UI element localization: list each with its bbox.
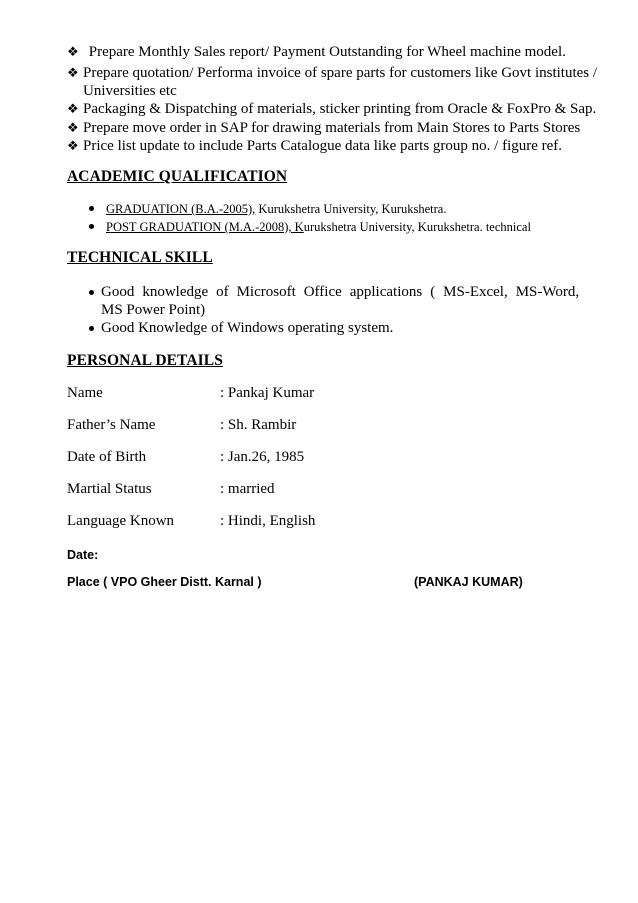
detail-label: Language Known (67, 513, 175, 529)
degree-detail-first: K (291, 220, 304, 234)
academic-item (106, 219, 531, 235)
bullet-dot-icon (89, 206, 94, 211)
duty-item (67, 119, 580, 137)
detail-label: Father’s Name (67, 417, 156, 433)
diamond-bullet-icon: ❖ (67, 44, 79, 59)
duty-text: Prepare quotation/ Performa invoice of spare parts for customers like Govt institutes / (83, 65, 598, 81)
duty-text: Prepare move order in SAP for drawing materials from Main Stores to Parts Stores (83, 120, 581, 136)
diamond-bullet-icon: ❖ (67, 65, 79, 80)
diamond-bullet-icon: ❖ (67, 101, 79, 116)
detail-label: Date of Birth (67, 449, 147, 465)
personal-heading: PERSONAL DETAILS (67, 352, 223, 369)
detail-value: : Hindi, English (220, 513, 316, 529)
detail-value: : Pankaj Kumar (220, 385, 315, 401)
detail-label: Name (67, 385, 103, 401)
date-label: Date: (67, 548, 99, 562)
diamond-bullet-icon: ❖ (67, 138, 79, 153)
duty-text-continued: Universities etc (83, 83, 177, 99)
detail-label: Martial Status (67, 481, 152, 497)
signature-name: (PANKAJ KUMAR) (414, 575, 523, 589)
duty-item (67, 137, 562, 155)
bullet-dot-icon (89, 326, 94, 331)
detail-value: : Sh. Rambir (220, 417, 297, 433)
academic-item (106, 201, 446, 217)
skill-item: Good Knowledge of Windows operating system. (101, 320, 394, 336)
detail-value: : Jan.26, 1985 (220, 449, 305, 465)
diamond-bullet-icon: ❖ (67, 120, 79, 135)
duty-text: Packaging & Dispatching of materials, sticker printing from Oracle & FoxPro & Sap. (83, 101, 597, 117)
duty-item (67, 100, 596, 118)
place-label: Place ( VPO Gheer Distt. Karnal ) (67, 575, 262, 589)
duty-text: Prepare Monthly Sales report/ Payment Outstanding for Wheel machine model. (88, 44, 566, 60)
detail-value: : married (220, 481, 275, 497)
degree-label: POST GRADUATION (M.A.-2008), (106, 220, 292, 234)
degree-detail: urukshetra University, Kurukshetra. technical (303, 220, 531, 234)
skill-item-line: Good knowledge of Microsoft Office applications ( MS-Excel, MS-Word, (101, 284, 580, 300)
degree-label: GRADUATION (B.A.-2005), (106, 202, 256, 216)
bullet-dot-icon (89, 224, 94, 229)
duty-item (67, 43, 566, 61)
technical-heading: TECHNICAL SKILL (67, 249, 213, 266)
bullet-dot-icon (89, 290, 94, 295)
degree-detail: Kurukshetra University, Kurukshetra. (255, 202, 447, 216)
duty-text: Price list update to include Parts Catalogue data like parts group no. / figure ref. (83, 138, 563, 154)
duty-item (67, 64, 597, 82)
academic-heading: ACADEMIC QUALIFICATION (67, 168, 288, 185)
skill-item-continued: MS Power Point) (101, 302, 206, 318)
